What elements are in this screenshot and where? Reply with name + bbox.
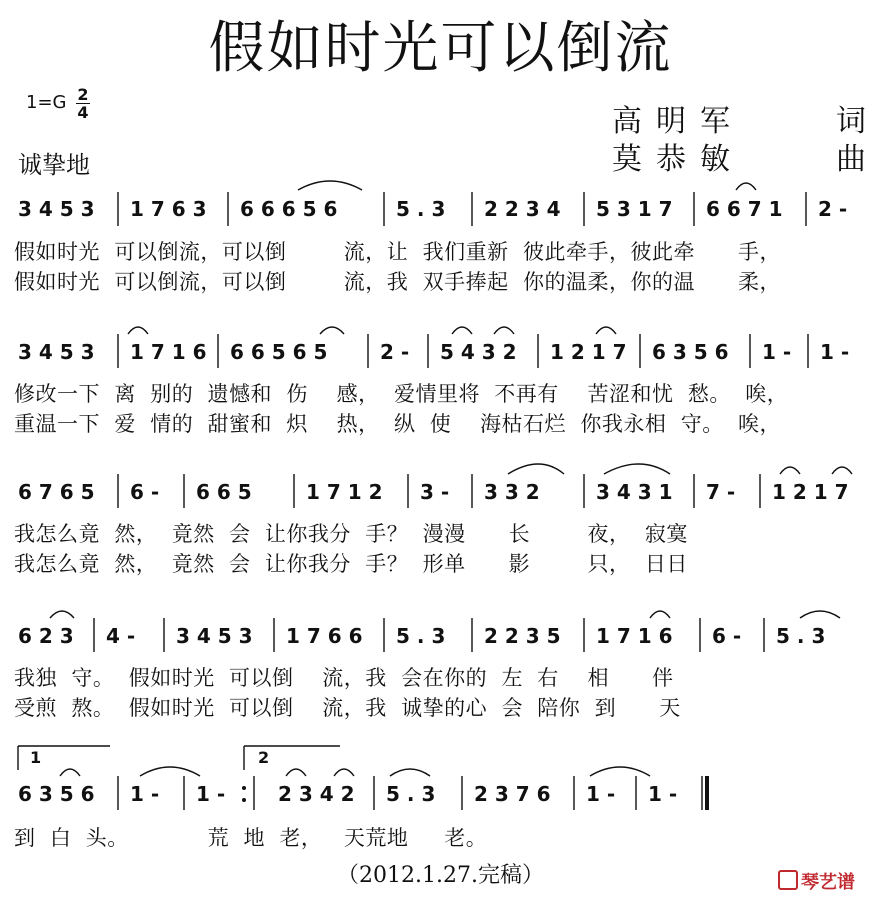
measure: 6 7 6 5: [18, 480, 95, 504]
measure: 6 3 5 6: [652, 340, 729, 364]
bar-lines: [18, 192, 808, 810]
measure: 2 -: [818, 197, 848, 221]
measure: 6 -: [712, 624, 742, 648]
ties-slurs: [50, 181, 852, 776]
lyric-line: 我怎么竟 然， 竟然 会 让你我分 手？ 形单 影 只， 日日: [14, 552, 688, 576]
measure: 1 2 1 7: [550, 340, 627, 364]
measure: 6 -: [130, 480, 160, 504]
volta-2-number: 2: [258, 748, 270, 767]
measure: 1 7 1 6: [130, 340, 207, 364]
measure: 5 . 3: [776, 624, 826, 648]
measure: 3 3 2: [484, 480, 540, 504]
measure: 3 4 5 3: [176, 624, 253, 648]
song-title: 假如时光可以倒流: [208, 16, 673, 81]
measure: 6 6 5 6 5: [230, 340, 328, 364]
lyric-line: 我怎么竟 然， 竟然 会 让你我分 手？ 漫漫 长 夜， 寂寞: [14, 522, 688, 546]
lyric-line: 修改一下 离 别的 遗憾和 伤 感， 爱情里将 不再有 苦涩和忧 愁。 唉，: [14, 382, 789, 406]
measure: 6 3 5 6: [18, 782, 95, 806]
measure: 1 -: [762, 340, 792, 364]
lyric-line: 受煎 熬。 假如时光 可以倒 流，我 诚挚的心 会 陪你 到 天: [14, 696, 681, 720]
lyric-line: 我独 守。 假如时光 可以倒 流，我 会在你的 左 右 相 伴: [14, 666, 674, 690]
measure: 3 4 5 3: [18, 197, 95, 221]
lyric-line: 假如时光 可以倒流，可以倒 流，让 我们重新 彼此牵手，彼此牵 手，: [14, 240, 782, 264]
measure: 1 -: [130, 782, 160, 806]
lyric-line: 假如时光 可以倒流，可以倒 流，我 双手捧起 你的温柔，你的温 柔，: [14, 270, 782, 294]
measure: 3 4 5 3: [18, 340, 95, 364]
measure: 1 7 6 3: [130, 197, 207, 221]
measure: 1 -: [586, 782, 616, 806]
measure: 1 2 1 7: [772, 480, 849, 504]
lyricist-role: 词: [836, 104, 880, 139]
measure: 1 -: [196, 782, 226, 806]
time-signature-top: 2: [77, 85, 89, 104]
measure: 5 4 3 2: [440, 340, 517, 364]
measure: 2 3 7 6: [474, 782, 551, 806]
measure: 2 3 4 2: [278, 782, 355, 806]
measure: 6 6 7 1: [706, 197, 783, 221]
measure: 5 . 3: [396, 624, 446, 648]
measure: 1 7 1 2: [306, 480, 383, 504]
measure: 3 -: [420, 480, 450, 504]
tempo-marking: 诚挚地: [18, 151, 90, 179]
measure: 4 -: [106, 624, 136, 648]
measure: 7 -: [706, 480, 736, 504]
watermark-text: 琴艺谱: [801, 872, 855, 893]
measure: 6 6 6 5 6: [240, 197, 338, 221]
lyricist-name: 高明军: [612, 104, 744, 139]
repeat-dots: [242, 786, 246, 802]
measure: 1 -: [648, 782, 678, 806]
measure: 1 7 1 6: [596, 624, 673, 648]
measure: 2 -: [380, 340, 410, 364]
watermark-logo: [778, 868, 855, 894]
lyric-line: 到 白 头。 荒 地 老， 天荒地 老。: [14, 826, 488, 850]
logo-icon: [778, 870, 798, 890]
lyric-line: 重温一下 爱 情的 甜蜜和 炽 热， 纵 使 海枯石烂 你我永相 守。 唉，: [14, 412, 782, 436]
measure: 5 3 1 7: [596, 197, 673, 221]
volta-1-number: 1: [30, 748, 42, 767]
composer-name: 莫恭敏: [612, 142, 744, 177]
footer-note: （2012.1.27.完稿）: [337, 863, 544, 888]
composer-role: 曲: [836, 142, 880, 177]
measure: 2 2 3 5: [484, 624, 561, 648]
measure: 6 6 5: [196, 480, 252, 504]
measure: 5 . 3: [386, 782, 436, 806]
key-signature: 1=G: [26, 92, 67, 113]
measure: 3 4 3 1: [596, 480, 673, 504]
time-signature-bottom: 4: [77, 103, 89, 122]
measure: 5 . 3: [396, 197, 446, 221]
measure: 6 2 3: [18, 624, 74, 648]
measure: 1 7 6 6: [286, 624, 363, 648]
measure: 1 -: [820, 340, 850, 364]
measure: 2 2 3 4: [484, 197, 561, 221]
